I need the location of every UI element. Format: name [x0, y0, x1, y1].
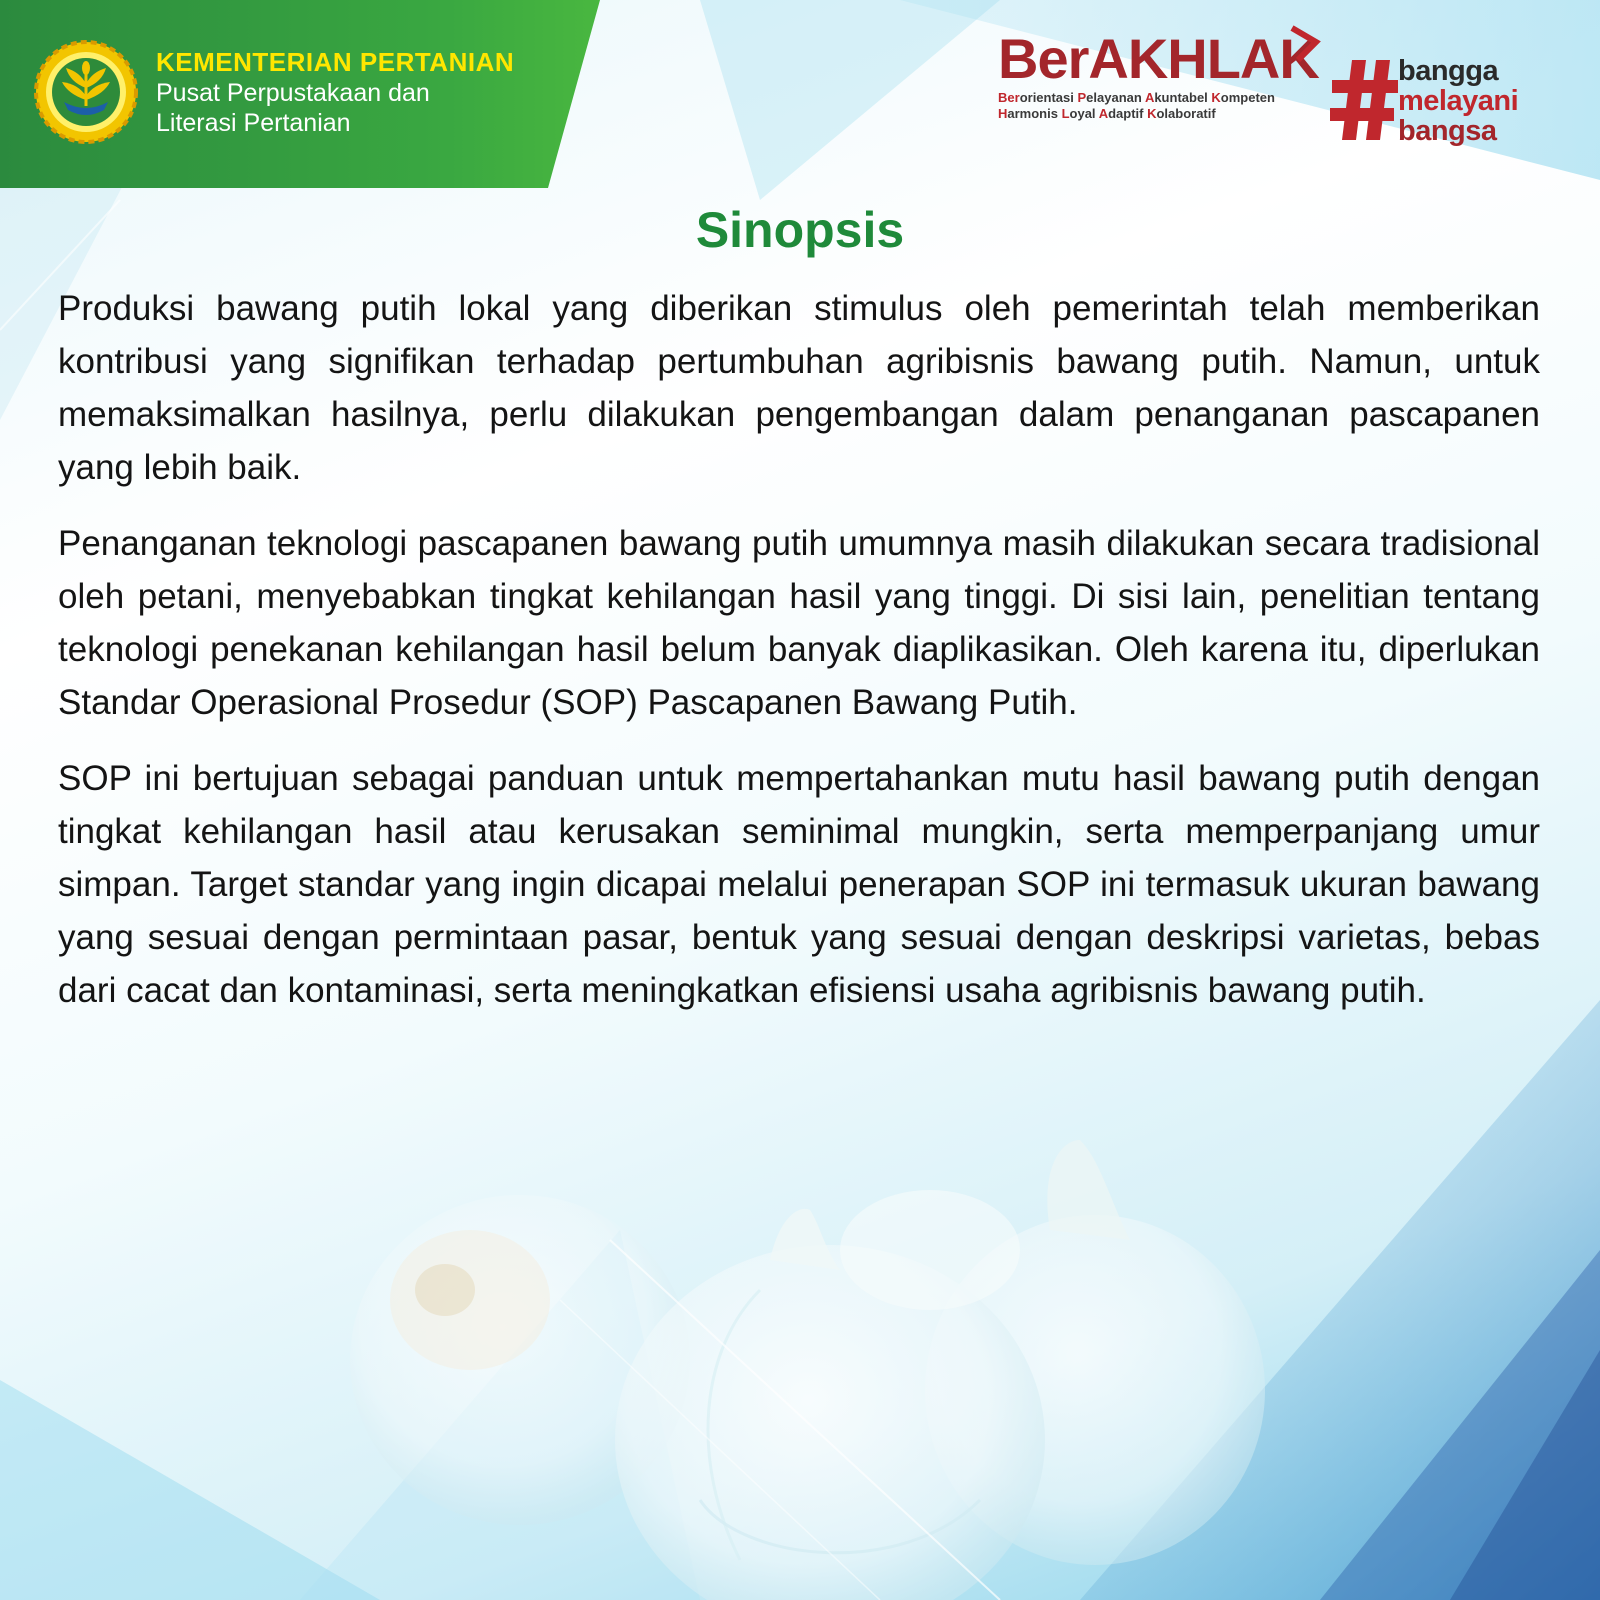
paragraph-2: Penanganan teknologi pascapanen bawang putih umumnya masih dilakukan secara tradisional oleh petani, menyebabkan tingkat kehilangan hasil yang tinggi. Di sisi lain, penelitian tentang teknologi penekanan kehilangan hasil belum banyak diaplikasikan. Oleh karena itu, diperlukan Standar Operasional Prosedur (SOP) Pascapanen Bawang Putih.: [58, 524, 1540, 722]
paragraph-3: SOP ini bertujuan sebagai panduan untuk mempertahankan mutu hasil bawang putih dengan tingkat kehilangan hasil atau kerusakan seminimal mungkin, serta memperpanjang umur simpan. Target standar yang ingin dicapai melalui penerapan SOP ini termasuk ukuran bawang yang sesuai dengan permintaan pasar, bentuk yang sesuai dengan deskripsi varietas, bebas dari cacat dan kontaminasi, serta meningkatkan efisiensi usaha agribisnis bawang putih.: [58, 759, 1540, 1010]
tagline-word3: bangsa: [1398, 115, 1497, 147]
hashtag-icon: [1330, 56, 1400, 144]
org-sub-line2: Literasi Pertanian: [156, 109, 351, 137]
berakhlak-logo: [998, 28, 1328, 122]
synopsis-body: [58, 282, 1540, 1040]
bangga-melayani-bangsa-tagline: [1398, 56, 1518, 146]
berakhlak-desc-line2: Harmonis Loyal Adaptif Kolaboratif: [998, 106, 1216, 121]
paragraph-1: Produksi bawang putih lokal yang diberikan stimulus oleh pemerintah telah memberikan kontribusi yang signifikan terhadap pertumbuhan agribisnis bawang putih. Namun, untuk memaksimalkan hasilnya, perlu dilakukan pengembangan dalam penanganan pascapanen yang lebih baik.: [58, 289, 1540, 487]
org-sub-line1: Pusat Perpustakaan dan: [156, 79, 430, 107]
organization-label: [156, 46, 514, 138]
ministry-of-agriculture-emblem-icon: [30, 36, 142, 148]
org-name: KEMENTERIAN PERTANIAN: [156, 47, 515, 77]
berakhlak-desc-line1: Berorientasi Pelayanan Akuntabel Kompeten: [998, 90, 1275, 105]
berakhlak-word: BerAKHLAK: [998, 27, 1319, 90]
tagline-word1: bangga: [1398, 55, 1499, 87]
chevron-right-icon: [1288, 24, 1324, 64]
tagline-word2: melayani: [1398, 85, 1519, 117]
page-title: Sinopsis: [695, 202, 905, 258]
